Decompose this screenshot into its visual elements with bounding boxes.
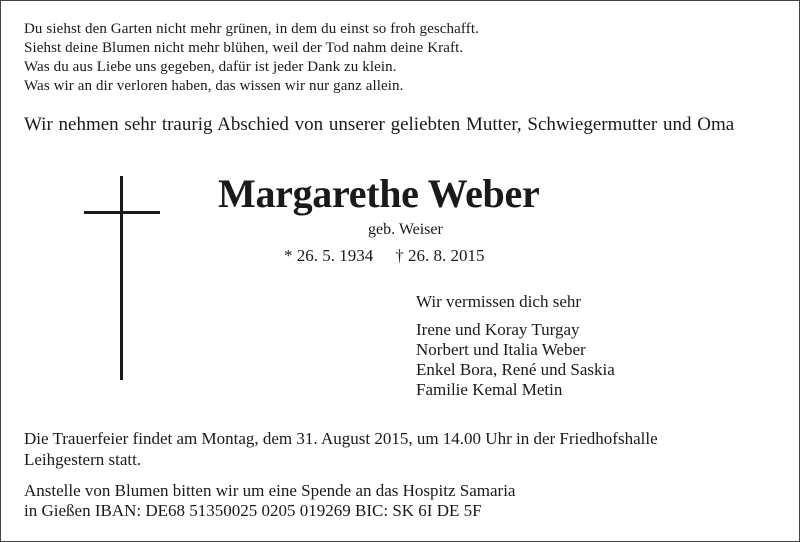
poem-line: Was du aus Liebe uns gegeben, dafür ist jeder Dank zu klein. bbox=[24, 59, 397, 75]
donation-line: Anstelle von Blumen bitten wir um eine Spende an das Hospitz Samaria bbox=[24, 481, 516, 500]
life-dates bbox=[284, 245, 485, 267]
mourners-block bbox=[416, 291, 776, 400]
mourner-name: Familie Kemal Metin bbox=[416, 380, 563, 399]
donation-notice bbox=[24, 481, 784, 521]
cross-icon bbox=[84, 176, 160, 380]
funeral-ceremony-notice bbox=[24, 428, 784, 470]
deceased-name: Margarethe Weber bbox=[218, 171, 540, 216]
birth-name: geb. Weiser bbox=[368, 221, 443, 238]
poem-line: Du siehst den Garten nicht mehr grünen, in dem du einst so froh geschafft. bbox=[24, 21, 479, 37]
poem bbox=[24, 20, 764, 96]
death-date: † 26. 8. 2015 bbox=[395, 246, 485, 265]
birth-date: * 26. 5. 1934 bbox=[284, 246, 374, 265]
ceremony-line: Leihgestern statt. bbox=[24, 450, 142, 469]
cross-horizontal-bar bbox=[84, 211, 160, 214]
farewell-intro: Wir nehmen sehr traurig Abschied von unserer geliebten Mutter, Schwiegermutter und Oma bbox=[24, 114, 735, 135]
mourner-name: Enkel Bora, René und Saskia bbox=[416, 360, 615, 379]
donation-line: in Gießen IBAN: DE68 51350025 0205 019269 BIC: SK 6I DE 5F bbox=[24, 501, 482, 520]
cross-vertical-bar bbox=[120, 176, 123, 380]
poem-line: Was wir an dir verloren haben, das wissen wir nur ganz allein. bbox=[24, 78, 404, 94]
mourner-name: Norbert und Italia Weber bbox=[416, 340, 586, 359]
mourners-intro: Wir vermissen dich sehr bbox=[416, 292, 582, 311]
ceremony-line: Die Trauerfeier findet am Montag, dem 31. August 2015, um 14.00 Uhr in der Friedhofshalle bbox=[24, 429, 658, 448]
poem-line: Siehst deine Blumen nicht mehr blühen, weil der Tod nahm deine Kraft. bbox=[24, 40, 464, 56]
mourner-name: Irene und Koray Turgay bbox=[416, 320, 580, 339]
